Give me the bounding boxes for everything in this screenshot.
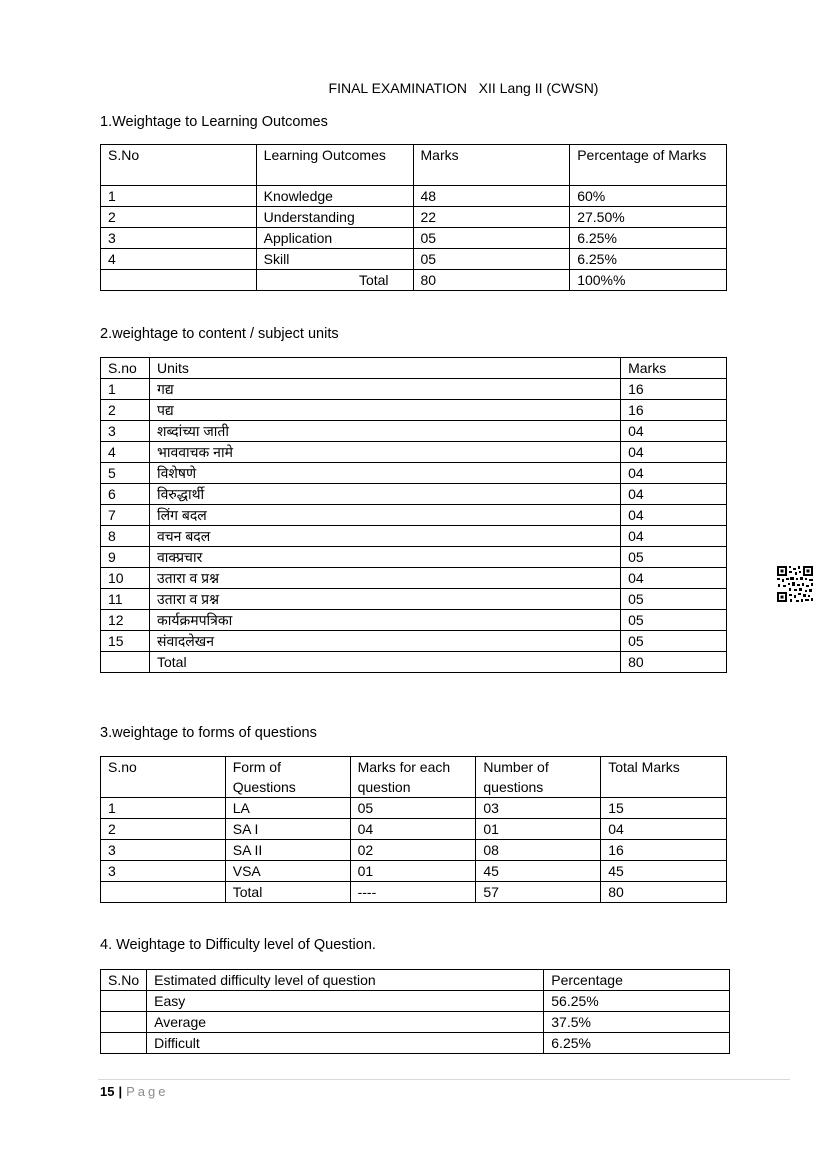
cell: विशेषणे (149, 463, 620, 484)
table-row (101, 463, 727, 484)
table-row (101, 991, 730, 1012)
cell: SA I (225, 819, 350, 840)
cell: Skill (256, 249, 413, 270)
table-row (101, 228, 727, 249)
cell: 04 (601, 819, 727, 840)
cell: Understanding (256, 207, 413, 228)
cell: 1 (101, 798, 226, 819)
header-cell: S.No (101, 145, 257, 186)
cell: 15 (601, 798, 727, 819)
cell: कार्यक्रमपत्रिका (149, 610, 620, 631)
cell: 03 (476, 798, 601, 819)
table-row (101, 421, 727, 442)
cell: भाववाचक नामे (149, 442, 620, 463)
cell: 6 (101, 484, 150, 505)
table-header-row (101, 757, 727, 798)
cell: 7 (101, 505, 150, 526)
cell: 16 (621, 400, 727, 421)
cell (101, 1012, 147, 1033)
cell: 5 (101, 463, 150, 484)
cell: 01 (476, 819, 601, 840)
table-row (101, 589, 727, 610)
cell: 02 (350, 840, 476, 861)
cell: गद्य (149, 379, 620, 400)
cell: 01 (350, 861, 476, 882)
section2-heading: 2.weightage to content / subject units (100, 326, 339, 342)
cell: 04 (621, 442, 727, 463)
cell: 1 (101, 379, 150, 400)
table-row (101, 505, 727, 526)
cell: 6.25% (544, 1033, 730, 1054)
cell: 37.5% (544, 1012, 730, 1033)
cell: Difficult (147, 1033, 544, 1054)
page-title: FINAL EXAMINATION XII Lang II (CWSN) (328, 80, 599, 96)
table-row (101, 568, 727, 589)
cell: 56.25% (544, 991, 730, 1012)
footer-separator: | (118, 1084, 123, 1099)
table-row (101, 249, 727, 270)
cell: 3 (101, 840, 226, 861)
header-cell: Percentage (544, 970, 730, 991)
header-cell: S.no (101, 757, 226, 798)
total-label: Total (225, 882, 350, 903)
question-forms-table (100, 756, 727, 903)
cell: VSA (225, 861, 350, 882)
header-cell: Learning Outcomes (256, 145, 413, 186)
total-row (101, 882, 727, 903)
page-number: 15 (100, 1084, 115, 1099)
header-cell: Total Marks (601, 757, 727, 798)
table-row (101, 1012, 730, 1033)
cell: Average (147, 1012, 544, 1033)
cell: शब्दांच्या जाती (149, 421, 620, 442)
cell: Knowledge (256, 186, 413, 207)
table-header-row (101, 145, 727, 186)
table-row (101, 547, 727, 568)
table-row (101, 442, 727, 463)
cell: Easy (147, 991, 544, 1012)
header-cell: S.no (101, 358, 150, 379)
cell: LA (225, 798, 350, 819)
cell: 05 (350, 798, 476, 819)
header-cell: S.No (101, 970, 147, 991)
table-row (101, 1033, 730, 1054)
cell: 3 (101, 228, 257, 249)
cell: 05 (413, 228, 570, 249)
header-cell: Marks (413, 145, 570, 186)
cell: ---- (350, 882, 476, 903)
cell: 4 (101, 442, 150, 463)
section3-heading: 3.weightage to forms of questions (100, 725, 317, 741)
footer-divider (98, 1079, 790, 1080)
header-cell: Form of Questions (225, 757, 350, 798)
cell: 8 (101, 526, 150, 547)
cell: 57 (476, 882, 601, 903)
table-row (101, 379, 727, 400)
total-row (101, 270, 727, 291)
cell: 05 (621, 547, 727, 568)
cell: 05 (621, 589, 727, 610)
table-row (101, 819, 727, 840)
table-row (101, 484, 727, 505)
cell: 1 (101, 186, 257, 207)
cell: विरुद्धार्थी (149, 484, 620, 505)
cell: 9 (101, 547, 150, 568)
cell: 80 (621, 652, 727, 673)
cell: 80 (601, 882, 727, 903)
cell: 04 (621, 463, 727, 484)
cell: 16 (601, 840, 727, 861)
cell: 3 (101, 861, 226, 882)
cell: 04 (350, 819, 476, 840)
cell: 80 (413, 270, 570, 291)
table-row (101, 798, 727, 819)
cell: वचन बदल (149, 526, 620, 547)
table-row (101, 207, 727, 228)
cell: 16 (621, 379, 727, 400)
header-cell: Marks (621, 358, 727, 379)
cell: 05 (413, 249, 570, 270)
cell: 12 (101, 610, 150, 631)
cell: 04 (621, 526, 727, 547)
cell: 6.25% (570, 228, 727, 249)
cell: 05 (621, 610, 727, 631)
cell: 04 (621, 505, 727, 526)
cell (101, 270, 257, 291)
section1-heading: 1.Weightage to Learning Outcomes (100, 114, 328, 130)
cell (101, 882, 226, 903)
cell: वाक्प्रचार (149, 547, 620, 568)
table-row (101, 861, 727, 882)
cell: 27.50% (570, 207, 727, 228)
cell: 04 (621, 568, 727, 589)
header-cell: Estimated difficulty level of question (147, 970, 544, 991)
table-row (101, 840, 727, 861)
cell: 15 (101, 631, 150, 652)
cell: उतारा व प्रश्न (149, 589, 620, 610)
cell: पद्य (149, 400, 620, 421)
cell: संवादलेखन (149, 631, 620, 652)
cell: उतारा व प्रश्न (149, 568, 620, 589)
cell: 22 (413, 207, 570, 228)
cell: 3 (101, 421, 150, 442)
cell: 04 (621, 484, 727, 505)
cell: 45 (476, 861, 601, 882)
cell: 2 (101, 207, 257, 228)
header-cell: Number of questions (476, 757, 601, 798)
content-units-table (100, 357, 727, 673)
header-cell: Percentage of Marks (570, 145, 727, 186)
table-row (101, 526, 727, 547)
difficulty-level-table (100, 969, 730, 1054)
learning-outcomes-table (100, 144, 727, 291)
cell: 11 (101, 589, 150, 610)
cell: 2 (101, 400, 150, 421)
cell: SA II (225, 840, 350, 861)
cell: 4 (101, 249, 257, 270)
cell: 6.25% (570, 249, 727, 270)
cell: 2 (101, 819, 226, 840)
total-row (101, 652, 727, 673)
cell (101, 1033, 147, 1054)
page-label: Page (126, 1084, 169, 1099)
table-row (101, 186, 727, 207)
cell: Application (256, 228, 413, 249)
cell: 100%% (570, 270, 727, 291)
table-row (101, 400, 727, 421)
total-label: Total (256, 270, 413, 291)
cell: 60% (570, 186, 727, 207)
header-cell: Marks for each question (350, 757, 476, 798)
cell: 05 (621, 631, 727, 652)
cell (101, 991, 147, 1012)
table-header-row (101, 358, 727, 379)
section4-heading: 4. Weightage to Difficulty level of Question. (100, 937, 376, 953)
table-row (101, 631, 727, 652)
qr-code-icon (776, 565, 814, 603)
cell: 10 (101, 568, 150, 589)
header-cell: Units (149, 358, 620, 379)
cell: 04 (621, 421, 727, 442)
cell: 45 (601, 861, 727, 882)
cell: लिंग बदल (149, 505, 620, 526)
table-row (101, 610, 727, 631)
cell: 08 (476, 840, 601, 861)
table-header-row (101, 970, 730, 991)
page-footer (100, 1084, 168, 1099)
cell: 48 (413, 186, 570, 207)
cell (101, 652, 150, 673)
total-label: Total (149, 652, 620, 673)
